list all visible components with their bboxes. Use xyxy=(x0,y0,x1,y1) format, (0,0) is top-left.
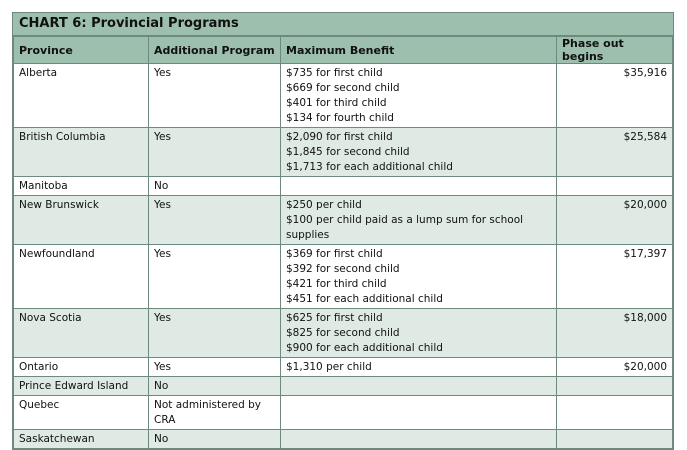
benefit-line: $100 per child paid as a lump sum for school supplies xyxy=(286,214,524,241)
cell-province: Saskatchewan xyxy=(14,430,149,449)
cell-phase-out xyxy=(557,430,673,449)
cell-province: British Columbia xyxy=(14,128,149,177)
cell-maximum-benefit xyxy=(281,430,557,449)
benefit-line: $250 per child xyxy=(286,199,362,211)
benefit-line xyxy=(286,432,551,447)
cell-phase-out: $18,000 xyxy=(557,309,673,358)
benefit-line: $421 for third child xyxy=(286,278,387,290)
cell-maximum-benefit xyxy=(281,245,557,309)
cell-phase-out: $35,916 xyxy=(557,64,673,128)
cell-maximum-benefit xyxy=(281,377,557,396)
benefit-line xyxy=(286,398,551,413)
table-row xyxy=(14,64,673,128)
cell-phase-out xyxy=(557,177,673,196)
cell-province: Alberta xyxy=(14,64,149,128)
cell-province: Newfoundland xyxy=(14,245,149,309)
benefit-line: $369 for first child xyxy=(286,248,383,260)
benefit-line xyxy=(286,379,551,394)
cell-province: Nova Scotia xyxy=(14,309,149,358)
cell-phase-out: $20,000 xyxy=(557,196,673,245)
cell-phase-out: $17,397 xyxy=(557,245,673,309)
programs-table xyxy=(13,36,673,449)
benefit-line: $1,310 per child xyxy=(286,361,372,373)
benefit-line: $735 for first child xyxy=(286,67,383,79)
table-row xyxy=(14,196,673,245)
benefit-line: $625 for first child xyxy=(286,312,383,324)
chart-title: CHART 6: Provincial Programs xyxy=(13,13,673,36)
table-row xyxy=(14,128,673,177)
benefit-line: $669 for second child xyxy=(286,82,400,94)
cell-additional-program: Yes xyxy=(149,358,281,377)
cell-maximum-benefit xyxy=(281,128,557,177)
cell-additional-program: Yes xyxy=(149,128,281,177)
cell-additional-program: Yes xyxy=(149,245,281,309)
cell-additional-program: No xyxy=(149,377,281,396)
header-row xyxy=(14,37,673,64)
table-row xyxy=(14,396,673,430)
cell-maximum-benefit xyxy=(281,177,557,196)
table-row xyxy=(14,430,673,449)
benefit-line: $2,090 for first child xyxy=(286,131,393,143)
benefit-line: $451 for each additional child xyxy=(286,293,443,305)
table-row xyxy=(14,177,673,196)
cell-additional-program: No xyxy=(149,430,281,449)
table-row xyxy=(14,377,673,396)
benefit-line: $1,845 for second child xyxy=(286,146,410,158)
table-row xyxy=(14,245,673,309)
cell-province: Manitoba xyxy=(14,177,149,196)
cell-maximum-benefit xyxy=(281,358,557,377)
header-maximum-benefit: Maximum Benefit xyxy=(281,37,557,64)
cell-province: Quebec xyxy=(14,396,149,430)
benefit-line: $401 for third child xyxy=(286,97,387,109)
table-row xyxy=(14,358,673,377)
header-province: Province xyxy=(14,37,149,64)
cell-additional-program: Yes xyxy=(149,309,281,358)
cell-additional-program: Yes xyxy=(149,64,281,128)
table-row xyxy=(14,309,673,358)
cell-additional-program: Not administered by CRA xyxy=(149,396,281,430)
cell-additional-program: Yes xyxy=(149,196,281,245)
table-body xyxy=(14,64,673,449)
cell-additional-program: No xyxy=(149,177,281,196)
benefit-line xyxy=(286,179,551,194)
header-additional-program: Additional Program xyxy=(149,37,281,64)
cell-phase-out xyxy=(557,377,673,396)
benefit-line: $134 for fourth child xyxy=(286,112,394,124)
cell-province: New Brunswick xyxy=(14,196,149,245)
cell-maximum-benefit xyxy=(281,396,557,430)
cell-province: Ontario xyxy=(14,358,149,377)
programs-chart xyxy=(12,12,674,450)
benefit-line: $1,713 for each additional child xyxy=(286,161,453,173)
cell-maximum-benefit xyxy=(281,64,557,128)
cell-phase-out: $20,000 xyxy=(557,358,673,377)
benefit-line: $392 for second child xyxy=(286,263,400,275)
cell-maximum-benefit xyxy=(281,196,557,245)
cell-phase-out xyxy=(557,396,673,430)
header-phase-out: Phase out begins xyxy=(557,37,673,64)
benefit-line: $900 for each additional child xyxy=(286,342,443,354)
benefit-line: $825 for second child xyxy=(286,327,400,339)
cell-province: Prince Edward Island xyxy=(14,377,149,396)
cell-maximum-benefit xyxy=(281,309,557,358)
cell-phase-out: $25,584 xyxy=(557,128,673,177)
